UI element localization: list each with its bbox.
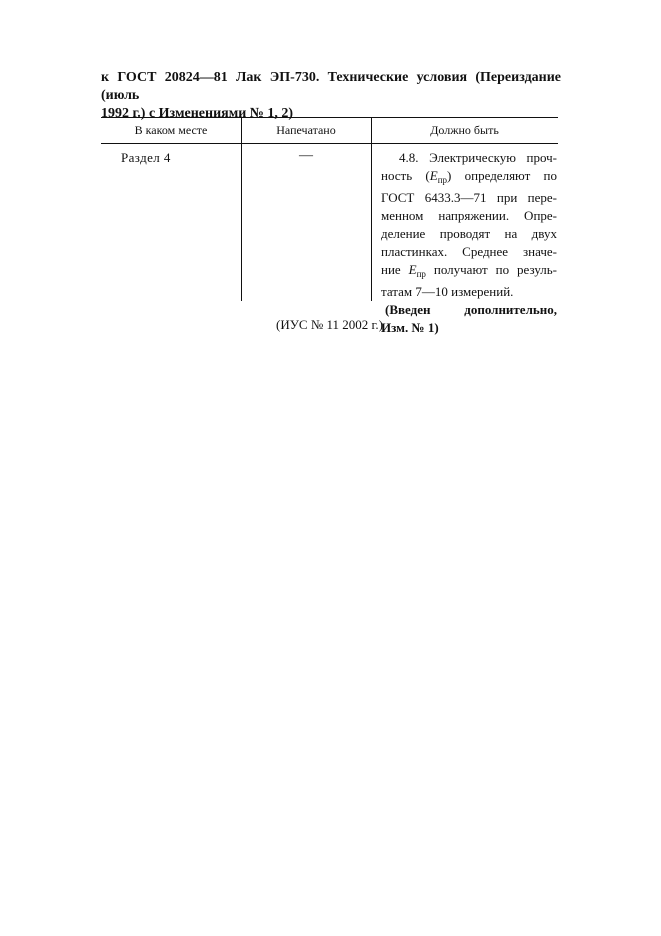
table-column-divider-2 [371, 117, 372, 301]
table-column-divider-1 [241, 117, 242, 301]
cell-printed: — [299, 148, 313, 163]
subscript-pr: пр [416, 269, 426, 279]
variable-e: E [408, 262, 417, 277]
correction-line-2 [381, 167, 557, 189]
correction-line-6: пластинках. Среднее значе- [381, 244, 557, 259]
variable-e: E [429, 168, 438, 183]
correction-line-4: менном напряжении. Опре- [381, 208, 557, 223]
correction-text: ность ( [381, 168, 430, 183]
column-header-should-be: Должно быть [430, 123, 499, 137]
source-reference: (ИУС № 11 2002 г.) [276, 317, 383, 332]
table-header-rule [101, 143, 558, 144]
correction-line-5: деление проводят на двух [381, 226, 557, 241]
table-top-rule [101, 117, 558, 118]
column-header-place: В каком месте [134, 123, 208, 137]
cell-place: Раздел 4 [121, 150, 171, 165]
correction-line-8: татам 7—10 измерений. [381, 284, 514, 299]
correction-text: ) определяют по [447, 168, 557, 183]
heading-line-2: 1992 г.) с Изменениями № 1, 2) [101, 106, 294, 121]
amendment-note-line-1: (Введен дополнительно, [385, 302, 557, 317]
subscript-pr: пр [437, 175, 448, 185]
correction-text: получают по резуль- [425, 262, 557, 277]
cell-should-be [381, 149, 557, 337]
correction-text: ние [381, 262, 409, 277]
column-header-printed: Напечатано [276, 123, 336, 137]
heading-line-1: к ГОСТ 20824—81 Лак ЭП-730. Технические условия (Переиздание (июль [101, 70, 561, 103]
amendment-note-line-2: Изм. № 1) [381, 320, 439, 335]
correction-line-3: ГОСТ 6433.3—71 при пере- [381, 190, 557, 205]
document-heading [101, 69, 561, 123]
correction-line-7 [381, 261, 557, 283]
correction-line-1: 4.8. Электрическую проч- [399, 150, 557, 165]
